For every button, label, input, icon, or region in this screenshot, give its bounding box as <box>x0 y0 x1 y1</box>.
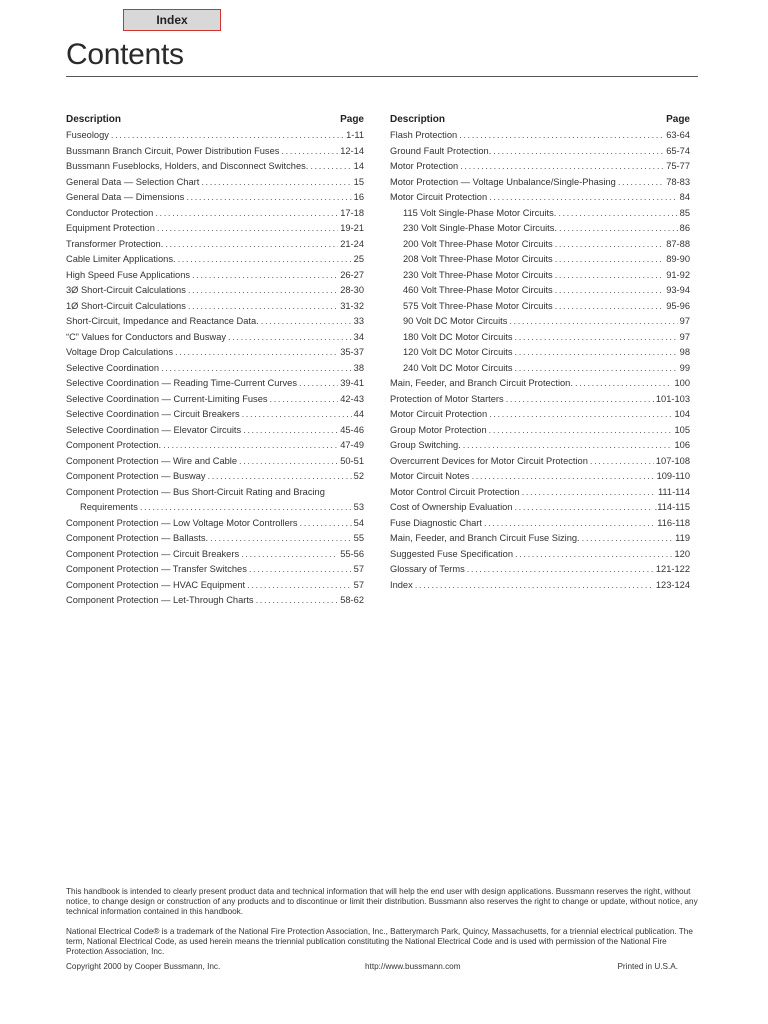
toc-entry[interactable] <box>390 190 690 206</box>
toc-entry[interactable] <box>66 252 364 268</box>
toc-entry[interactable] <box>390 438 690 454</box>
toc-entry-page: 123-124 <box>655 579 690 590</box>
footer-bottom-line <box>66 962 678 972</box>
dot-leader <box>201 175 351 191</box>
toc-entry[interactable] <box>66 221 364 237</box>
dot-leader <box>155 206 338 222</box>
toc-entry[interactable] <box>390 159 690 175</box>
toc-entry-description: Component Protection — Wire and Cable <box>66 455 238 466</box>
dot-leader <box>300 516 352 532</box>
toc-entry[interactable] <box>66 283 364 299</box>
toc-entry-description: Component Protection — Let-Through Charts <box>66 595 254 605</box>
toc-entry-page: 47-49 <box>340 440 364 450</box>
toc-entry[interactable] <box>66 361 364 377</box>
toc-entry[interactable] <box>390 407 690 423</box>
disclaimer-paragraph: This handbook is intended to clearly present product data and technical information that will help the end user with design applications. Bussmann reserves the right, without notice, to change design or construction of any products and to discontinue or limit their distribution. Bussmann also reserves the right to change or update, without notice, any technical information contained in this handbook. <box>66 887 698 916</box>
toc-entry-description: High Speed Fuse Applications <box>66 269 191 280</box>
toc-entry[interactable] <box>66 547 364 563</box>
toc-entry-page: 54 <box>353 517 364 528</box>
dot-leader <box>157 221 338 237</box>
toc-entry[interactable] <box>66 128 364 144</box>
header-page: Page <box>340 114 364 125</box>
toc-entry-page: 35-37 <box>340 347 364 357</box>
website-link[interactable]: http://www.bussmann.com <box>365 962 461 971</box>
toc-entry-page: 84 <box>679 192 690 202</box>
dot-leader <box>484 516 655 532</box>
toc-entry-page: 75-77 <box>666 161 690 171</box>
toc-entry-description: Selective Coordination — Current-Limiting Fuses <box>66 393 268 404</box>
copyright-text: Copyright 2000 by Cooper Bussmann, Inc. <box>66 962 221 971</box>
toc-entry[interactable] <box>66 593 364 609</box>
column-header <box>66 113 364 127</box>
toc-list-right <box>390 128 690 593</box>
toc-entry-description: Fuse Diagnostic Chart <box>390 517 482 528</box>
toc-entry-description: Component Protection — Circuit Breakers <box>66 548 240 559</box>
dot-leader <box>489 407 672 423</box>
toc-entry-page: 97 <box>679 316 690 326</box>
toc-entry-page: 65-74 <box>666 145 690 156</box>
toc-entry[interactable] <box>390 392 690 408</box>
toc-entry-description: 3Ø Short-Circuit Calculations <box>66 285 186 295</box>
toc-entry-description: Fuseology <box>66 130 109 140</box>
toc-entry-page: 55 <box>353 533 364 543</box>
toc-entry-description: Conductor Protection <box>66 207 154 218</box>
dot-leader <box>522 485 656 501</box>
toc-entry-description: Motor Control Circuit Protection <box>390 486 520 497</box>
toc-entry[interactable] <box>390 206 690 222</box>
dot-leader <box>140 500 352 516</box>
trademark-paragraph: National Electrical Code® is a trademark of the National Fire Protection Association, Inc., Batterymarch Park, Quincy, Massachusetts, for a triennial electrical publication. The term, National Electrical Code, as used herein means the triennial publication constituting the National Electrical Code and is used with permission of the National Fire Protection Association, Inc. <box>66 927 693 956</box>
toc-entry-description: Group Motor Protection <box>390 424 487 435</box>
toc-entry[interactable] <box>66 531 364 547</box>
toc-entry[interactable] <box>66 159 364 175</box>
toc-entry-description: Transformer Protection. <box>66 238 164 249</box>
toc-entry-description: Bussmann Branch Circuit, Power Distribution Fuses <box>66 145 280 156</box>
toc-entry-page: 19-21 <box>340 223 364 233</box>
toc-entry[interactable] <box>390 128 690 144</box>
dot-leader <box>555 283 665 299</box>
toc-entry-description: Selective Coordination — Elevator Circuits <box>66 424 242 435</box>
toc-entry-page: 109-110 <box>656 471 690 481</box>
toc-entry-description: Motor Circuit Protection <box>390 192 488 202</box>
toc-entry-page: 63-64 <box>666 130 690 140</box>
toc-entry-page: 26-27 <box>340 269 364 280</box>
dot-leader <box>472 469 655 485</box>
toc-entry-page: 53 <box>353 502 364 512</box>
toc-entry-page: 45-46 <box>340 424 364 435</box>
toc-entry-page: 119 <box>675 533 690 543</box>
toc-entry[interactable] <box>390 299 690 315</box>
toc-entry-description: Motor Protection — Voltage Unbalance/Single-Phasing <box>390 176 616 187</box>
column-header <box>390 113 690 127</box>
toc-entry[interactable] <box>390 361 690 377</box>
toc-entry[interactable] <box>66 407 364 423</box>
toc-entry-description: Selective Coordination <box>66 362 160 373</box>
dot-leader <box>489 190 678 206</box>
toc-entry-description: 208 Volt Three-Phase Motor Circuits <box>403 254 553 264</box>
toc-entry[interactable] <box>390 144 690 160</box>
toc-entry-page: 57 <box>353 564 364 574</box>
dot-leader <box>299 376 338 392</box>
toc-entry-description: 460 Volt Three-Phase Motor Circuits <box>403 285 553 295</box>
toc-entry[interactable] <box>66 268 364 284</box>
dot-leader <box>555 237 665 253</box>
toc-entry-page: 33 <box>353 316 364 326</box>
dot-leader <box>228 330 352 346</box>
toc-entry-description: Motor Protection <box>390 161 459 171</box>
dot-leader <box>175 345 338 361</box>
dot-leader <box>460 159 664 175</box>
dot-leader <box>618 175 664 191</box>
toc-entry[interactable] <box>66 454 364 470</box>
dot-leader <box>559 221 678 237</box>
toc-entry[interactable] <box>390 578 690 594</box>
toc-entry-page: 38 <box>353 362 364 373</box>
dot-leader <box>515 330 678 346</box>
toc-entry[interactable] <box>66 206 364 222</box>
toc-entry-description: 120 Volt DC Motor Circuits <box>403 347 513 357</box>
toc-entry-description: 230 Volt Three-Phase Motor Circuits <box>403 269 553 280</box>
toc-entry-description: Selective Coordination — Reading Time-Current Curves <box>66 378 297 388</box>
toc-entry-page: 78-83 <box>666 176 690 187</box>
toc-entry-page: 85 <box>679 207 690 218</box>
toc-entry[interactable] <box>390 516 690 532</box>
toc-entry-page: 15 <box>353 176 364 187</box>
toc-entry-page: 25 <box>353 254 364 264</box>
toc-entry-description: Motor Circuit Notes <box>390 471 470 481</box>
toc-entry-page: 111-114 <box>657 486 690 497</box>
trademark-text <box>66 927 698 957</box>
toc-entry[interactable] <box>66 345 364 361</box>
toc-entry-page: 101-103 <box>655 393 690 404</box>
toc-entry-description: Glossary of Terms <box>390 564 465 574</box>
title-divider <box>66 76 698 77</box>
dot-leader <box>310 159 351 175</box>
toc-entry-description: Motor Circuit Protection <box>390 409 488 419</box>
toc-entry-description: 1Ø Short-Circuit Calculations <box>66 300 186 311</box>
toc-entry-page: 104 <box>674 409 690 419</box>
toc-entry-page: 14 <box>353 161 364 171</box>
toc-entry-description: 180 Volt DC Motor Circuits <box>403 331 513 342</box>
toc-entry-page: 42-43 <box>340 393 364 404</box>
toc-entry[interactable] <box>390 562 690 578</box>
dot-leader <box>261 314 352 330</box>
toc-entry-page: 12-14 <box>340 145 364 156</box>
dot-leader <box>256 593 339 609</box>
toc-entry[interactable] <box>66 562 364 578</box>
toc-entry[interactable] <box>390 531 690 547</box>
toc-entry[interactable] <box>390 547 690 563</box>
toc-entry-description: Group Switching. <box>390 440 461 450</box>
toc-entry-description: Main, Feeder, and Branch Circuit Protection. <box>390 378 573 388</box>
toc-entry-page: 28-30 <box>340 285 364 295</box>
toc-entry-page: 21-24 <box>340 238 364 249</box>
dot-leader <box>514 500 652 516</box>
dot-leader <box>247 578 352 594</box>
dot-leader <box>161 361 352 377</box>
dot-leader <box>188 283 338 299</box>
disclaimer-text <box>66 887 698 917</box>
toc-entry-page: 31-32 <box>340 300 364 311</box>
toc-entry[interactable] <box>390 252 690 268</box>
toc-entry[interactable] <box>390 268 690 284</box>
header-page: Page <box>666 114 690 125</box>
dot-leader <box>515 361 678 377</box>
dot-leader <box>192 268 338 284</box>
toc-entry[interactable] <box>66 237 364 253</box>
toc-entry-page: 89-90 <box>666 254 690 264</box>
dot-leader <box>270 392 339 408</box>
dot-leader <box>555 299 665 315</box>
toc-entry-description: Requirements <box>80 502 138 512</box>
toc-entry-description: 575 Volt Three-Phase Motor Circuits <box>403 300 553 311</box>
toc-entry-description: 115 Volt Single-Phase Motor Circuits. <box>403 207 557 218</box>
dot-leader <box>459 128 664 144</box>
toc-entry-page: 98 <box>679 347 690 357</box>
dot-leader <box>208 469 352 485</box>
dot-leader <box>515 547 672 563</box>
dot-leader <box>241 547 338 563</box>
toc-entry[interactable] <box>66 314 364 330</box>
toc-entry-description: Main, Feeder, and Branch Circuit Fuse Sizing. <box>390 533 580 543</box>
toc-entry-description: Component Protection — Low Voltage Motor Controllers <box>66 517 298 528</box>
toc-entry-page: 16 <box>353 192 364 202</box>
toc-entry[interactable] <box>390 454 690 470</box>
dot-leader <box>509 314 677 330</box>
toc-entry-description: 200 Volt Three-Phase Motor Circuits <box>403 238 553 249</box>
toc-entry[interactable] <box>66 578 364 594</box>
dot-leader <box>249 562 352 578</box>
toc-entry-description: Voltage Drop Calculations <box>66 347 173 357</box>
toc-entry-description: Component Protection — HVAC Equipment <box>66 579 246 590</box>
dot-leader <box>111 128 344 144</box>
toc-entry-page: 93-94 <box>666 285 690 295</box>
toc-entry-description: Cable Limiter Applications. <box>66 254 176 264</box>
dot-leader <box>555 252 665 268</box>
printed-in-text: Printed in U.S.A. <box>617 962 678 971</box>
contents-column-right <box>390 113 690 593</box>
toc-entry-description: 240 Volt DC Motor Circuits <box>403 362 513 373</box>
toc-entry-page: 97 <box>679 331 690 342</box>
toc-entry[interactable] <box>66 469 364 485</box>
toc-entry-description: Suggested Fuse Specification <box>390 548 514 559</box>
toc-entry-description: Ground Fault Protection. <box>390 145 492 156</box>
index-tab-button[interactable]: Index <box>123 9 221 31</box>
toc-entry-description: Component Protection — Ballasts. <box>66 533 209 543</box>
toc-entry[interactable] <box>66 330 364 346</box>
toc-entry[interactable] <box>390 330 690 346</box>
toc-entry-description: “C” Values for Conductors and Busway <box>66 331 227 342</box>
toc-entry-page: 52 <box>353 471 364 481</box>
toc-entry[interactable] <box>390 376 690 392</box>
header-description: Description <box>390 114 446 125</box>
toc-entry[interactable] <box>390 423 690 439</box>
toc-entry-page: 116-118 <box>657 517 690 528</box>
dot-leader <box>582 531 674 547</box>
toc-entry-description: Component Protection. <box>66 440 162 450</box>
toc-entry-description: Component Protection — Bus Short-Circuit Rating and Bracing <box>66 486 325 497</box>
toc-entry-description: Index <box>390 579 413 590</box>
dot-leader <box>555 268 665 284</box>
toc-entry-description: Equipment Protection <box>66 223 155 233</box>
toc-entry-description: Component Protection — Busway <box>66 471 206 481</box>
dot-leader <box>415 578 654 594</box>
contents-column-left <box>66 113 364 609</box>
dot-leader <box>186 190 351 206</box>
toc-entry-page: 17-18 <box>340 207 364 218</box>
toc-entry-page: 57 <box>353 579 364 590</box>
toc-entry[interactable] <box>390 175 690 191</box>
toc-entry-description: 230 Volt Single-Phase Motor Circuits. <box>403 223 557 233</box>
header-description: Description <box>66 114 122 125</box>
toc-entry[interactable] <box>66 190 364 206</box>
toc-entry[interactable] <box>390 469 690 485</box>
toc-entry-page: 86 <box>679 223 690 233</box>
toc-entry-page: 55-56 <box>340 548 364 559</box>
dot-leader <box>463 438 673 454</box>
toc-entry-page: 34 <box>353 331 364 342</box>
dot-leader <box>467 562 654 578</box>
toc-entry-description: Bussmann Fuseblocks, Holders, and Disconnect Switches. <box>66 161 309 171</box>
toc-entry-description: Flash Protection <box>390 130 458 140</box>
toc-entry[interactable] <box>66 144 364 160</box>
toc-entry[interactable] <box>390 221 690 237</box>
toc-entry-description: Short-Circuit, Impedance and Reactance Data. <box>66 316 259 326</box>
toc-entry-description: Protection of Motor Starters <box>390 393 504 404</box>
toc-entry-page: 44 <box>353 409 364 419</box>
toc-entry[interactable] <box>390 314 690 330</box>
dot-leader <box>239 454 338 470</box>
toc-entry-description: Component Protection — Transfer Switches <box>66 564 247 574</box>
toc-entry-description: Overcurrent Devices for Motor Circuit Protection <box>390 455 588 466</box>
toc-entry-page: 50-51 <box>340 455 364 466</box>
dot-leader <box>489 423 673 439</box>
dot-leader <box>590 454 654 470</box>
toc-entry-page: 100 <box>674 378 690 388</box>
toc-entry-page: 99 <box>679 362 690 373</box>
toc-entry-page: 91-92 <box>666 269 690 280</box>
toc-entry-page: .114-115 <box>654 502 690 512</box>
toc-entry-page: 58-62 <box>340 595 364 605</box>
toc-entry[interactable] <box>390 283 690 299</box>
dot-leader <box>178 252 352 268</box>
dot-leader <box>493 144 664 160</box>
toc-entry[interactable] <box>390 345 690 361</box>
toc-entry-page: 106 <box>674 440 690 450</box>
toc-entry-page: 120 <box>674 548 690 559</box>
toc-entry[interactable] <box>66 516 364 532</box>
dot-leader <box>506 392 654 408</box>
toc-entry-page: 87-88 <box>666 238 690 249</box>
dot-leader <box>243 423 338 439</box>
toc-entry-page: 1-11 <box>346 130 364 140</box>
toc-entry-description: General Data — Selection Chart <box>66 176 200 187</box>
toc-entry-page: 39-41 <box>340 378 364 388</box>
toc-entry[interactable] <box>66 376 364 392</box>
toc-entry-page: 121-122 <box>655 564 690 574</box>
toc-entry[interactable] <box>66 392 364 408</box>
toc-list-left <box>66 128 364 609</box>
dot-leader <box>165 237 338 253</box>
toc-entry[interactable] <box>66 438 364 454</box>
toc-entry-description: Selective Coordination — Circuit Breakers <box>66 409 240 419</box>
toc-entry-page: 95-96 <box>666 300 690 311</box>
dot-leader <box>575 376 673 392</box>
dot-leader <box>515 345 678 361</box>
toc-entry-page: 107-108 <box>655 455 690 466</box>
toc-entry[interactable] <box>66 299 364 315</box>
toc-entry-description: General Data — Dimensions <box>66 192 185 202</box>
toc-entry[interactable] <box>390 237 690 253</box>
toc-entry <box>66 485 364 501</box>
dot-leader <box>163 438 338 454</box>
toc-entry[interactable] <box>66 175 364 191</box>
toc-entry-page: 105 <box>674 424 690 435</box>
dot-leader <box>281 144 338 160</box>
dot-leader <box>210 531 352 547</box>
dot-leader <box>188 299 338 315</box>
toc-entry[interactable] <box>66 500 364 516</box>
dot-leader <box>242 407 352 423</box>
toc-entry-description: 90 Volt DC Motor Circuits <box>403 316 508 326</box>
page-title: Contents <box>66 38 184 71</box>
toc-entry[interactable] <box>390 485 690 501</box>
toc-entry[interactable] <box>390 500 690 516</box>
dot-leader <box>558 206 677 222</box>
toc-entry-description: Cost of Ownership Evaluation <box>390 502 513 512</box>
toc-entry[interactable] <box>66 423 364 439</box>
